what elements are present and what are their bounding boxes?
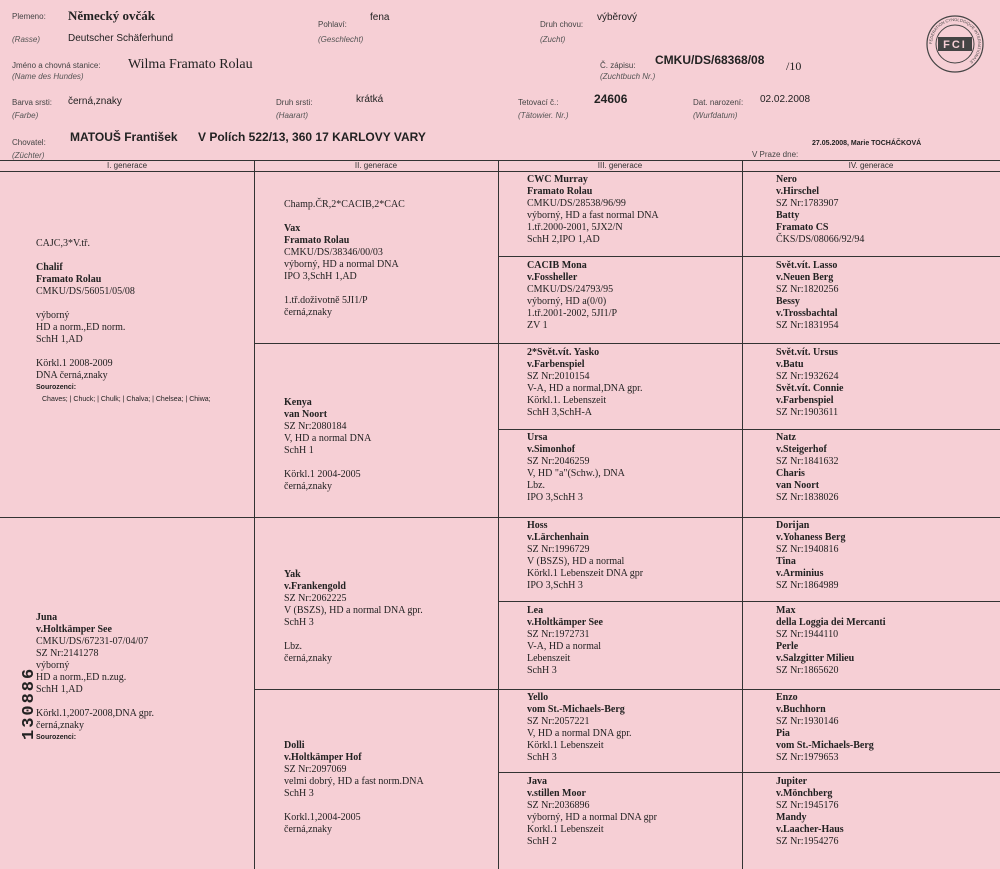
ancestor-line: Yello [527, 692, 549, 703]
fci-text: FCI [943, 39, 967, 51]
ancestor-line: Körkl.1 2008-2009 [36, 358, 113, 369]
ancestor-line: Framato Rolau [36, 274, 102, 285]
ancestor-line: Max [776, 605, 796, 616]
ancestor-line: CMKU/DS/38346/00/03 [284, 247, 383, 258]
ancestor-cell-gen4 [776, 692, 874, 764]
ancestor-line: HD a norm.,ED norm. [36, 322, 126, 333]
ancestor-line: van Noort [776, 480, 820, 491]
ancestor-line: černá,znaky [284, 653, 333, 664]
studbook-label-de: (Zuchtbuch Nr.) [600, 72, 656, 81]
siblings-label: Sourozenci: [36, 384, 77, 391]
grid-line [498, 601, 1000, 602]
ancestor-line: SchH 1,AD [36, 684, 83, 695]
ancestor-line: SZ Nr:1932624 [776, 371, 839, 382]
ancestor-line: SchH 3,SchH-A [527, 407, 592, 418]
stamp-number: 130886 [20, 666, 39, 740]
ancestor-line: v.Frankengold [284, 581, 346, 592]
ancestor-line: v.Trossbachtal [776, 308, 838, 319]
ancestor-line: V (BSZS), HD a normal DNA gpr. [284, 605, 423, 616]
ancestor-line: SZ Nr:2080184 [284, 421, 347, 432]
ancestor-line: v.Fossheller [527, 272, 578, 283]
ancestor-line: 1.tř.2000-2001, 5JX2/N [527, 222, 623, 233]
ancestor-line: V (BSZS), HD a normal [527, 556, 625, 567]
ancestor-line: V, HD a normal DNA [284, 433, 372, 444]
ancestor-cell-gen4 [776, 520, 845, 592]
ancestor-line: Lbz. [527, 480, 546, 491]
ancestor-line: DNA černá,znaky [36, 370, 108, 381]
ancestor-line: Charis [776, 468, 805, 479]
color-value: černá,znaky [68, 96, 122, 107]
breeder-label: Chovatel: [12, 138, 46, 147]
ancestor-line: SchH 3 [527, 752, 557, 763]
ancestor-cell-gen3 [527, 347, 642, 419]
ancestor-line: V-A, HD a normal [527, 641, 602, 652]
ancestor-line: 2*Svět.vít. Yasko [527, 347, 600, 358]
ancestor-line: v.Arminius [776, 568, 824, 579]
ancestor-line: Dorijan [776, 520, 810, 531]
ancestor-line: Lebenszeit [527, 653, 571, 664]
breeder-label-de: (Züchter) [12, 151, 45, 160]
ancestor-line: SZ Nr:1865620 [776, 665, 839, 676]
ancestor-line: Framato Rolau [527, 186, 593, 197]
ancestor-line: SchH 1,AD [36, 334, 83, 345]
ancestor-line: SZ Nr:1979653 [776, 752, 839, 763]
breeder-name: MATOUŠ František [70, 130, 178, 144]
ancestor-line: SchH 3 [527, 665, 557, 676]
grid-line [0, 171, 1000, 172]
ancestor-cell-gen3 [527, 692, 632, 764]
ancestor-cell-gen4 [776, 776, 844, 848]
breeding-type-label: Druh chovu: [540, 20, 584, 29]
ancestor-cell-gen4 [776, 432, 839, 504]
ancestor-line: v.Hirschel [776, 186, 820, 197]
ancestor-line: Vax [284, 223, 301, 234]
breeder-address: V Polích 522/13, 360 17 KARLOVY VARY [198, 130, 426, 144]
studbook-value: CMKU/DS/68368/08 [655, 53, 765, 67]
name-label-de: (Name des Hundes) [12, 72, 84, 81]
sire-cell [36, 238, 247, 406]
ancestor-line: SchH 1 [284, 445, 314, 456]
ancestor-cell-gen4 [776, 605, 886, 677]
ancestor-cell-gen3 [527, 260, 617, 332]
ancestor-line: V, HD a normal DNA gpr. [527, 728, 632, 739]
ancestor-line: v.Buchhorn [776, 704, 826, 715]
ancestor-line: Batty [776, 210, 800, 221]
ancestor-line: Kenya [284, 397, 312, 408]
ancestor-line: v.Batu [776, 359, 804, 370]
ancestor-line: Svět.vít. Connie [776, 383, 844, 394]
name-label: Jméno a chovná stanice: [12, 61, 101, 70]
siblings-list: Chaves; | Chuck; | Chulk; | Chalva; | Chelsea; | Chiwa; [42, 396, 211, 403]
coat-value: krátká [356, 94, 384, 105]
ancestor-line: CWC Murray [527, 174, 588, 185]
ancestor-line: Chalif [36, 262, 63, 273]
ancestor-line: výborný, HD a(0/0) [527, 296, 607, 307]
ancestor-cell-gen2 [284, 397, 371, 493]
ancestor-line: v.Lärchenhain [527, 532, 589, 543]
ancestor-line: SZ Nr:1945176 [776, 800, 839, 811]
ancestor-line [36, 346, 247, 358]
ancestor-line: HD a norm.,ED n.zug. [36, 672, 127, 683]
ancestor-line: Körkl.1 Lebenszeit DNA gpr [527, 568, 644, 579]
grid-line [498, 256, 1000, 257]
ancestor-cell-gen4 [776, 260, 839, 332]
breeding-type-label-de: (Zucht) [540, 35, 566, 44]
ancestor-line: SZ Nr:1972731 [527, 629, 590, 640]
fci-ring-text: FEDERATION CYNOLOGIQUE INTERNATIONALE [927, 16, 983, 65]
color-label-de: (Farbe) [12, 111, 39, 120]
ancestor-line: Natz [776, 432, 796, 443]
ancestor-line: Bessy [776, 296, 800, 307]
ancestor-line: SZ Nr:1944110 [776, 629, 839, 640]
ancestor-line: CAJC,3*V.tř. [36, 238, 90, 249]
ancestor-line [284, 283, 405, 295]
ancestor-line: v.Farbenspiel [776, 395, 834, 406]
ancestor-line: CMKU/DS/56051/05/08 [36, 286, 135, 297]
ancestor-cell-gen2 [284, 199, 405, 319]
tattoo-value: 24606 [594, 92, 628, 106]
ancestor-line: výborný, HD a normal DNA gpr [527, 812, 657, 823]
ancestor-line: ČKS/DS/08066/92/94 [776, 234, 865, 245]
ancestor-line: v.Steigerhof [776, 444, 827, 455]
ancestor-line: výborný, HD a fast normal DNA [527, 210, 659, 221]
ancestor-line: Pia [776, 728, 790, 739]
ancestor-line: černá,znaky [36, 720, 85, 731]
ancestor-line: černá,znaky [284, 824, 333, 835]
tattoo-label: Tetovací č.: [518, 98, 559, 107]
studbook-label: Č. zápisu: [600, 61, 636, 70]
generation-4-header: IV. generace [848, 161, 894, 170]
ancestor-line: SZ Nr:1954276 [776, 836, 839, 847]
ancestor-line: Körkl.1 Lebenszeit [527, 740, 604, 751]
ancestor-line: velmi dobrý, HD a fast norm.DNA [284, 776, 424, 787]
dog-name: Wilma Framato Rolau [128, 57, 253, 72]
ancestor-line: Körkl.1,2007-2008,DNA gpr. [36, 708, 155, 719]
ancestor-cell-gen4 [776, 347, 844, 419]
ancestor-line: SZ Nr:1930146 [776, 716, 839, 727]
ancestor-line: 1.tř.2001-2002, 5JI1/P [527, 308, 617, 319]
ancestor-cell-gen3 [527, 432, 625, 504]
ancestor-line: SZ Nr:1831954 [776, 320, 839, 331]
ancestor-line: SZ Nr:1841632 [776, 456, 839, 467]
ancestor-line: Ursa [527, 432, 548, 443]
ancestor-line [36, 250, 247, 262]
ancestor-line: SZ Nr:2062225 [284, 593, 347, 604]
ancestor-line: Perle [776, 641, 799, 652]
ancestor-line: černá,znaky [284, 481, 333, 492]
ancestor-line: SZ Nr:2141278 [36, 648, 99, 659]
ancestor-line: SZ Nr:2046259 [527, 456, 590, 467]
ancestor-line: CMKU/DS/67231-07/04/07 [36, 636, 149, 647]
ancestor-line [284, 457, 371, 469]
ancestor-line [284, 211, 405, 223]
dob-label-de: (Wurfdatum) [693, 111, 738, 120]
grid-line [498, 160, 499, 869]
ancestor-line: Körkl.1. Lebenszeit [527, 395, 607, 406]
ancestor-line: vom St.-Michaels-Berg [776, 740, 874, 751]
dam-cell [36, 612, 154, 744]
ancestor-line: V, HD "a"(Schw.), DNA [527, 468, 625, 479]
sex-label-de: (Geschlecht) [318, 35, 364, 44]
ancestor-line: v.Holtkämper Hof [284, 752, 362, 763]
color-label: Barva srsti: [12, 98, 53, 107]
ancestor-line [36, 298, 247, 310]
ancestor-line: Mandy [776, 812, 807, 823]
ancestor-line: výborný [36, 660, 70, 671]
ancestor-cell-gen3 [527, 520, 643, 592]
ancestor-line: CMKU/DS/24793/95 [527, 284, 614, 295]
ancestor-cell-gen3 [527, 174, 659, 246]
ancestor-line: Framato Rolau [284, 235, 350, 246]
ancestor-line: v.Farbenspiel [527, 359, 585, 370]
breed-value-de: Deutscher Schäferhund [68, 33, 174, 44]
breed-label-de: (Rasse) [12, 35, 41, 44]
ancestor-line: vom St.-Michaels-Berg [527, 704, 625, 715]
ancestor-line: IPO 3,SchH 3 [527, 492, 583, 503]
ancestor-line: SZ Nr:2036896 [527, 800, 590, 811]
ancestor-line: van Noort [284, 409, 328, 420]
sex-label: Pohlaví: [318, 20, 347, 29]
breed-label: Plemeno: [12, 12, 46, 21]
ancestor-line: Champ.ČR,2*CACIB,2*CAC [284, 199, 405, 210]
generation-2-header: II. generace [354, 161, 398, 170]
ancestor-line: SchH 3 [284, 617, 314, 628]
breed-value: Německý ovčák [68, 8, 156, 23]
studbook-suffix: /10 [786, 59, 802, 73]
ancestor-line: v.Laacher-Haus [776, 824, 844, 835]
siblings-label: Sourozenci: [36, 734, 77, 741]
ancestor-line: SZ Nr:1864989 [776, 580, 839, 591]
ancestor-line: Tina [776, 556, 796, 567]
ancestor-line: v.Salzgitter Milieu [776, 653, 855, 664]
ancestor-line: Dolli [284, 740, 305, 751]
grid-line [254, 160, 255, 869]
ancestor-line: v.Mönchberg [776, 788, 833, 799]
ancestor-line: výborný [36, 310, 70, 321]
ancestor-line: Korkl.1,2004-2005 [284, 812, 361, 823]
ancestor-line: SZ Nr:1820256 [776, 284, 839, 295]
ancestor-line: Nero [776, 174, 797, 185]
issued-value: 27.05.2008, Marie TOCHÁČKOVÁ [812, 140, 922, 147]
coat-label: Druh srsti: [276, 98, 313, 107]
ancestor-line: SZ Nr:1903611 [776, 407, 839, 418]
issued-label: V Praze dne: [752, 150, 799, 159]
grid-line [254, 343, 1000, 344]
dob-value: 02.02.2008 [760, 94, 811, 105]
ancestor-line [284, 800, 424, 812]
ancestor-line: Lbz. [284, 641, 303, 652]
ancestor-line: Jupiter [776, 776, 808, 787]
ancestor-cell-gen3 [527, 776, 657, 848]
ancestor-line: SchH 2,IPO 1,AD [527, 234, 600, 245]
tattoo-label-de: (Tätowier. Nr.) [518, 111, 569, 120]
ancestor-line: SZ Nr:2057221 [527, 716, 590, 727]
ancestor-cell-gen3 [527, 605, 603, 677]
ancestor-line: SZ Nr:1940816 [776, 544, 839, 555]
ancestor-line: v.Holtkämper See [527, 617, 603, 628]
ancestor-line [36, 696, 154, 708]
ancestor-line: Svět.vít. Ursus [776, 347, 838, 358]
ancestor-line: Svět.vít. Lasso [776, 260, 838, 271]
grid-line [254, 689, 1000, 690]
sex-value: fena [370, 12, 390, 23]
ancestor-line: Lea [527, 605, 544, 616]
ancestor-cell-gen2 [284, 740, 424, 836]
grid-line [742, 160, 743, 869]
ancestor-line: výborný, HD a normal DNA [284, 259, 399, 270]
generation-3-header: III. generace [597, 161, 643, 170]
grid-line [0, 517, 1000, 518]
dob-label: Dat. narození: [693, 98, 744, 107]
grid-line [0, 160, 1000, 161]
ancestor-line: Juna [36, 612, 58, 623]
ancestor-line: SZ Nr:2010154 [527, 371, 590, 382]
ancestor-line: ZV 1 [527, 320, 548, 331]
ancestor-line: CMKU/DS/28538/96/99 [527, 198, 626, 209]
grid-line [498, 429, 1000, 430]
ancestor-line: SchH 2 [527, 836, 557, 847]
ancestor-cell-gen4 [776, 174, 864, 246]
ancestor-line: Framato CS [776, 222, 829, 233]
ancestor-line: Java [527, 776, 547, 787]
ancestor-line: SZ Nr:1838026 [776, 492, 839, 503]
ancestor-line: SchH 3 [284, 788, 314, 799]
ancestor-line: Yak [284, 569, 301, 580]
ancestor-cell-gen2 [284, 569, 423, 665]
ancestor-line: SZ Nr:1996729 [527, 544, 590, 555]
ancestor-line: della Loggia dei Mercanti [776, 617, 886, 628]
ancestor-line: CACIB Mona [527, 260, 587, 271]
ancestor-line: IPO 3,SchH 1,AD [284, 271, 357, 282]
ancestor-line: Hoss [527, 520, 548, 531]
ancestor-line [284, 629, 423, 641]
ancestor-line: SZ Nr:1783907 [776, 198, 839, 209]
coat-label-de: (Haarart) [276, 111, 309, 120]
ancestor-line: v.Simonhof [527, 444, 576, 455]
ancestor-line: v.stillen Moor [527, 788, 586, 799]
ancestor-line: v.Yohaness Berg [776, 532, 846, 543]
grid-line [498, 772, 1000, 773]
ancestor-line: Körkl.1 2004-2005 [284, 469, 361, 480]
ancestor-line: černá,znaky [284, 307, 333, 318]
ancestor-line: Enzo [776, 692, 798, 703]
ancestor-line: 1.tř.doživotně 5JI1/P [284, 295, 368, 306]
generation-1-header: I. generace [106, 161, 148, 170]
ancestor-line: Korkl.1 Lebenszeit [527, 824, 604, 835]
ancestor-line: v.Holtkämper See [36, 624, 112, 635]
breeding-type-value: výběrový [597, 12, 638, 23]
ancestor-line: V-A, HD a normal,DNA gpr. [527, 383, 643, 394]
ancestor-line: v.Neuen Berg [776, 272, 834, 283]
ancestor-line: SZ Nr:2097069 [284, 764, 347, 775]
ancestor-line: IPO 3,SchH 3 [527, 580, 583, 591]
